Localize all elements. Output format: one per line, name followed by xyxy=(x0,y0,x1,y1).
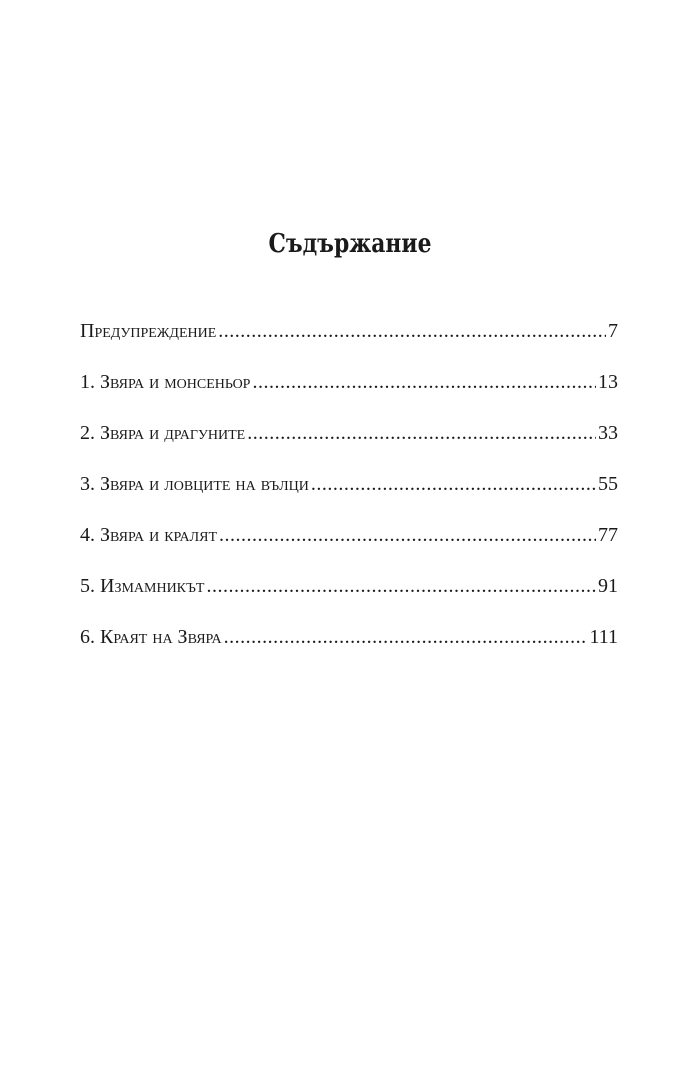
toc-entry-page: 111 xyxy=(589,626,618,648)
toc-entry-page: 91 xyxy=(598,575,618,597)
page-title: Съдържание xyxy=(268,229,432,259)
toc-dot-leader xyxy=(218,316,606,346)
toc-dot-leader xyxy=(224,622,588,652)
toc-entry-page: 33 xyxy=(598,422,618,444)
toc-entry-page: 55 xyxy=(598,473,618,495)
toc-entry xyxy=(80,367,618,418)
toc-dot-leader xyxy=(247,418,596,448)
toc-entry-title: 1. Звяра и монсеньор xyxy=(80,371,251,393)
toc-dot-leader xyxy=(219,520,596,550)
toc-entry-title: Предупреждение xyxy=(80,320,217,342)
toc-entry-title: 2. Звяра и драгуните xyxy=(80,422,246,444)
toc-entry-page: 77 xyxy=(598,524,618,546)
toc-entry xyxy=(80,418,618,469)
toc-entry-page: 7 xyxy=(608,320,618,342)
toc-entry xyxy=(80,469,618,520)
toc-entry xyxy=(80,622,618,673)
toc-dot-leader xyxy=(252,367,596,397)
toc-entry-title: 4. Звяра и кралят xyxy=(80,524,218,546)
toc-dot-leader xyxy=(206,571,596,601)
toc-entry-page: 13 xyxy=(598,371,618,393)
toc-entry xyxy=(80,316,618,367)
table-of-contents xyxy=(80,316,618,673)
toc-entry-title: 6. Краят на Звяра xyxy=(80,626,222,648)
toc-dot-leader xyxy=(311,469,596,499)
toc-entry-title: 5. Измамникът xyxy=(80,575,205,597)
toc-entry xyxy=(80,520,618,571)
toc-entry-title: 3. Звяра и ловците на вълци xyxy=(80,473,309,495)
toc-entry xyxy=(80,571,618,622)
